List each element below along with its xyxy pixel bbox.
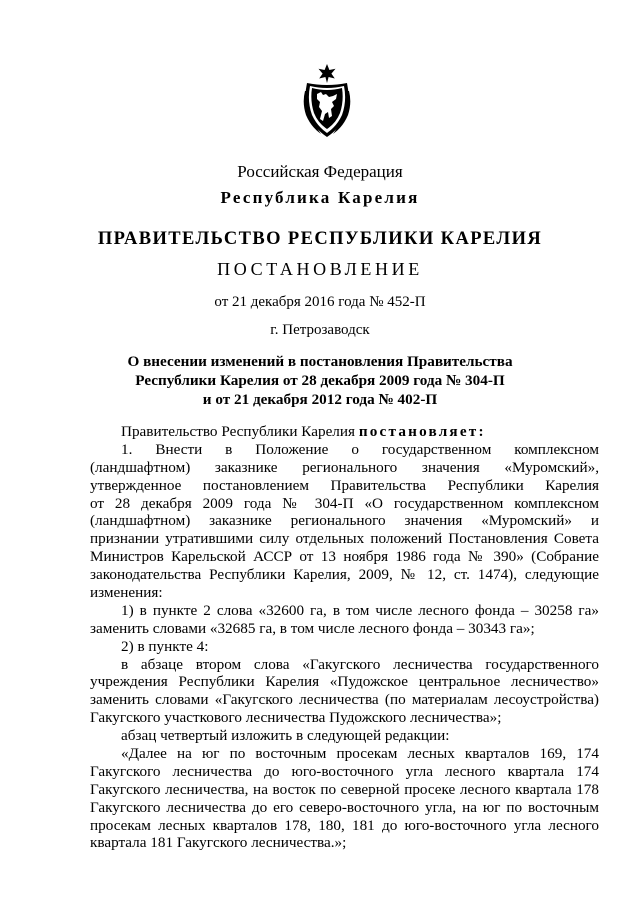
body-line: (ландшафтном) заказнике регионального значения «Муромский» и — [90, 512, 599, 530]
body-line: от 28 декабря 2009 года № 304-П «О государственном комплексном — [90, 494, 599, 512]
body-line: заменить словами «32685 га, в том числе лесного фонда – 30343 га»; — [90, 619, 535, 637]
body-line: Гакугского участкового лесничества Пудожского лесничества»; — [90, 709, 502, 727]
body-line: заменить словами «Гакугского лесничества (по материалам лесоустройства) — [90, 691, 599, 709]
government-name: ПРАВИТЕЛЬСТВО РЕСПУБЛИКИ КАРЕЛИЯ — [97, 229, 543, 249]
body-line: Министров Карельской АССР от 13 ноября 1986 года № 390» (Собрание — [90, 548, 599, 566]
body-line: учреждения Республики Карелия «Пудожское центральное лесничество» — [90, 673, 599, 691]
body-line: «Далее на юг по восточным просекам лесных кварталов 169, 174 — [121, 745, 599, 763]
body-line: 2) в пункте 4: — [121, 637, 209, 655]
body-line: в абзаце втором слова «Гакугского лесничества государственного — [121, 655, 599, 673]
document-date: от 21 декабря 2016 года № 452-П — [214, 294, 426, 310]
intro-emphasis: постановляет: — [358, 423, 486, 440]
body-line: Гакугского лесничества до юго-восточного угла лесного квартала 174 — [90, 762, 599, 780]
body-line: признании утратившими силу отдельных положений Постановления Совета — [90, 530, 599, 548]
body-line: законодательства Республики Карелия, 2009, № 12, ст. 1474), следующие — [90, 566, 599, 584]
karelia-coat-of-arms-icon — [299, 61, 355, 141]
republic-name: Республика Карелия — [220, 188, 420, 207]
document-title — [0, 352, 640, 409]
body-line: 1. Внести в Положение о государственном комплексном — [121, 440, 599, 458]
body-line: Гакугского лесничества, на восток по северной просеке лесного квартала 178 — [90, 780, 599, 798]
body-line: (ландшафтном) заказнике регионального значения «Муромский», — [90, 458, 599, 476]
body-line: утвержденное постановлением Правительства Республики Карелия — [90, 476, 599, 494]
document-city: г. Петрозаводск — [270, 322, 370, 338]
intro-line — [90, 423, 599, 441]
country-name: Российская Федерация — [237, 162, 403, 181]
intro-prefix: Правительство Республики Карелия — [121, 423, 359, 440]
title-line: Республики Карелия от 28 декабря 2009 года № 304-П — [135, 372, 505, 389]
title-line: О внесении изменений в постановления Правительства — [127, 353, 513, 370]
body-line: Гакугского лесничества до его северо-восточного угла, на юг по восточным — [90, 798, 599, 816]
body-line: 1) в пункте 2 слова «32600 га, в том числе лесного фонда – 30258 га» — [121, 601, 599, 619]
body-line: изменения: — [90, 584, 163, 602]
document-body — [90, 423, 599, 852]
document-type: ПОСТАНОВЛЕНИЕ — [217, 259, 423, 279]
body-line: квартала 181 Гакугского лесничества.»; — [90, 834, 347, 852]
body-line: просекам лесных кварталов 178, 180, 181 до юго-восточного угла лесного — [90, 816, 599, 834]
title-line: и от 21 декабря 2012 года № 402-П — [202, 391, 438, 408]
body-line: абзац четвертый изложить в следующей редакции: — [121, 727, 450, 745]
